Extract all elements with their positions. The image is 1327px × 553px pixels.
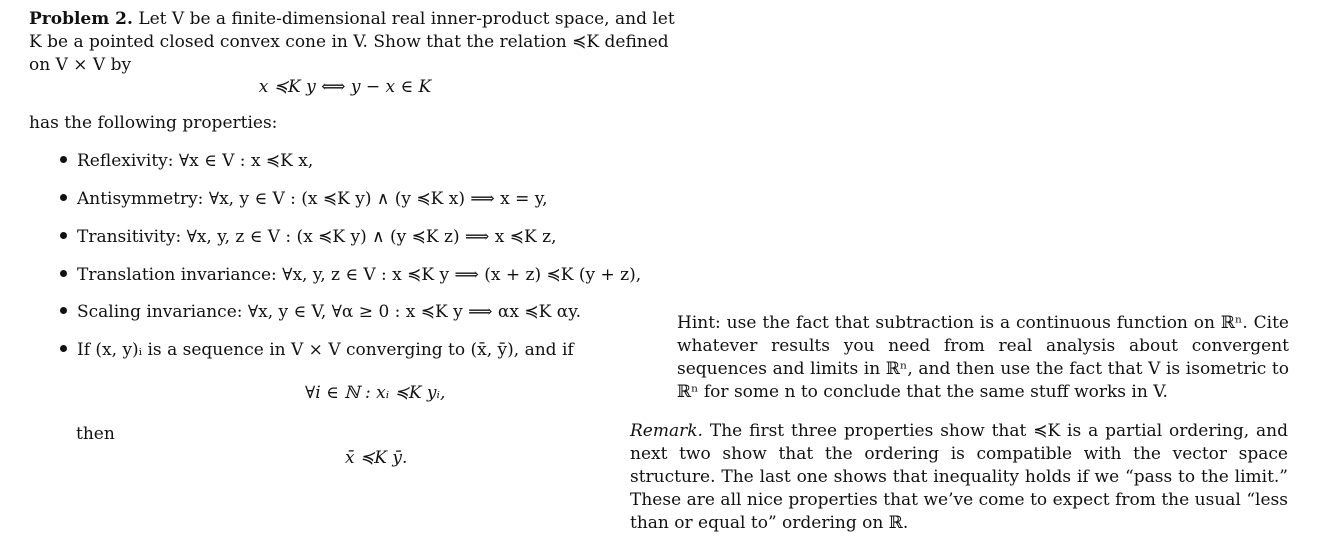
property-text: If (x, y)ᵢ is a sequence in V × V converging to (x̄, ȳ), and if — [77, 340, 574, 360]
property-item-reflexivity — [60, 150, 313, 173]
property-item-transitivity — [60, 226, 556, 249]
problem-label: Problem 2. — [29, 9, 133, 29]
property-text: Reflexivity: ∀x ∈ V : x ≼K x, — [77, 151, 314, 171]
bullet-icon — [60, 345, 67, 352]
problem-statement — [29, 8, 689, 77]
property-text: Transitivity: ∀x, y, z ∈ V : (x ≼K y) ∧ (y ≼K z) ⟹ x ≼K z, — [77, 227, 557, 247]
property-text: Translation invariance: ∀x, y, z ∈ V : x ≼K y ⟹ (x + z) ≼K (y + z), — [77, 265, 642, 285]
property-item-translation — [60, 264, 641, 287]
then-label: then — [76, 424, 115, 444]
limit-conclusion: x̄ ≼K ȳ. — [345, 448, 408, 468]
property-text: Antisymmetry: ∀x, y ∈ V : (x ≼K y) ∧ (y ≼K x) ⟹ x = y, — [77, 189, 548, 209]
bullet-icon — [60, 307, 67, 314]
remark-text: The first three properties show that ≼K is a partial ordering, and next two show that the ordering is compatible with the vector space structure. The last one shows that inequality holds if we “pass to the limit.” These are all nice properties that we’ve come to expect from the usual “less than or equal to” ordering on ℝ. — [630, 421, 1288, 533]
relation-definition: x ≼K y ⟺ y − x ∈ K — [258, 77, 432, 97]
problem-intro-text: Let V be a finite-dimensional real inner-product space, and let K be a pointed closed convex cone in V. Show that the relation ≼K defined on V × V by — [29, 9, 675, 75]
remark-label: Remark. — [630, 421, 703, 441]
hint-paragraph: Hint: use the fact that subtraction is a continuous function on ℝⁿ. Cite whatever results you need from real analysis about convergent sequences and limits in ℝⁿ, and then use the fact that V is isometric to ℝⁿ for some n to conclude that the same stuff works in V. — [677, 313, 1289, 402]
bullet-icon — [60, 194, 67, 201]
properties-lead-in: has the following properties: — [29, 113, 278, 133]
property-item-limit — [60, 339, 574, 362]
limit-condition: ∀i ∈ ℕ : xᵢ ≼K yᵢ, — [305, 383, 446, 403]
remark-paragraph — [630, 420, 1288, 535]
bullet-icon — [60, 270, 67, 277]
bullet-icon — [60, 232, 67, 239]
bullet-icon — [60, 156, 67, 163]
property-item-antisymmetry — [60, 188, 548, 211]
property-item-scaling — [60, 301, 581, 324]
property-text: Scaling invariance: ∀x, y ∈ V, ∀α ≥ 0 : x ≼K y ⟹ αx ≼K αy. — [77, 302, 581, 322]
